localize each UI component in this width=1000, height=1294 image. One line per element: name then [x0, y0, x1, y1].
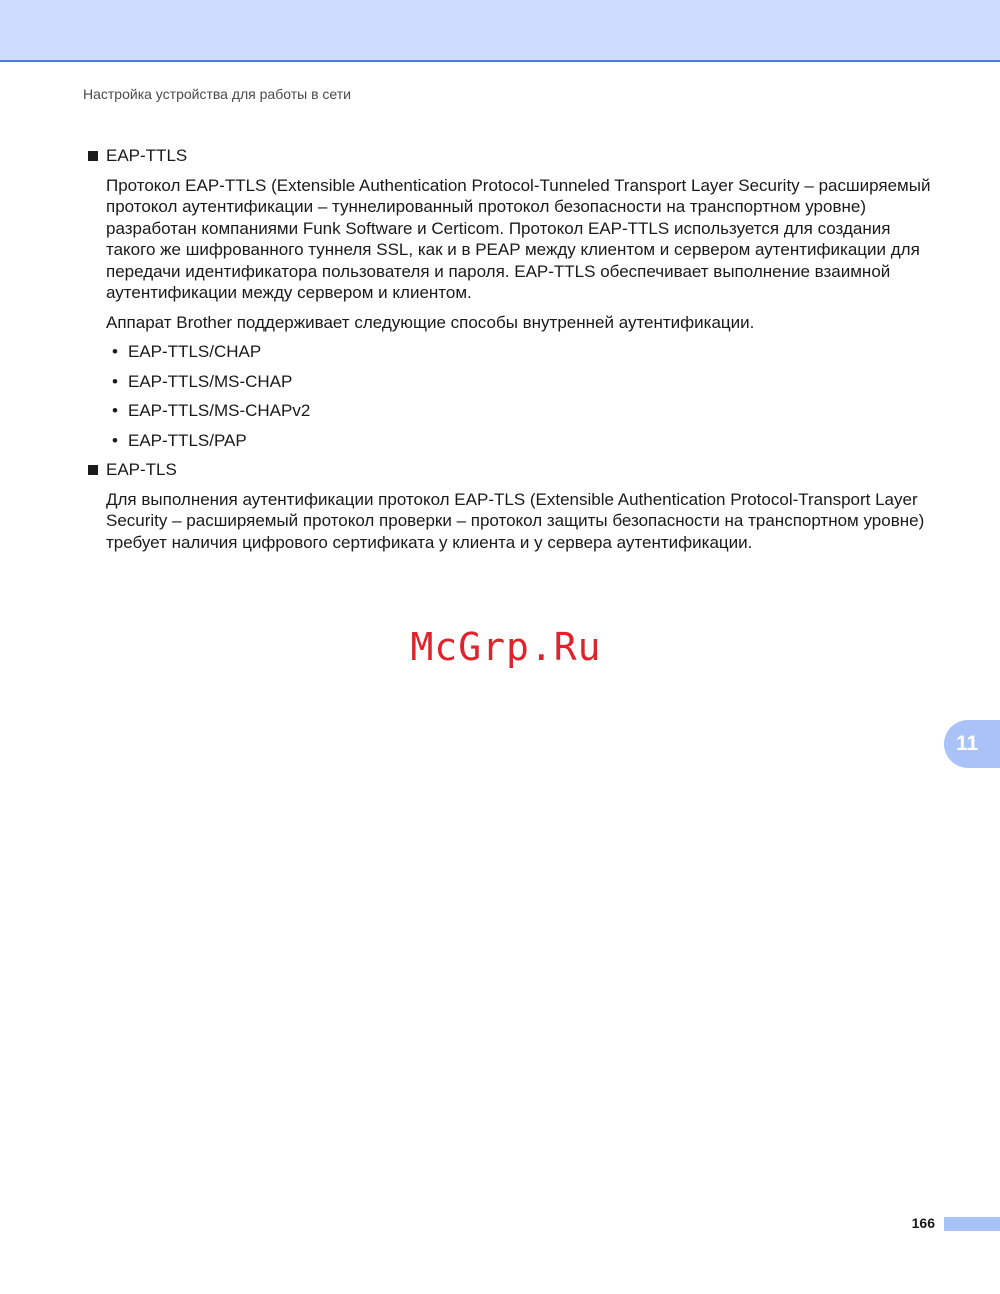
chapter-tab: 11 [944, 720, 1000, 768]
header-band [0, 0, 1000, 62]
paragraph: Для выполнения аутентификации протокол EAP-TLS (Extensible Authentication Protocol-Transport Layer Security – расширяемый протокол проверки – протокол защиты безопасности на транспортном уровне) требует наличия цифрового сертификата у клиента и у сервера аутентификации. [106, 489, 925, 552]
list-item [112, 400, 938, 422]
section-heading-eap-ttls [88, 145, 938, 167]
square-bullet-icon [88, 465, 98, 475]
footer-bar [944, 1217, 1000, 1231]
list-item [112, 430, 938, 452]
bullet-dot-icon: • [112, 342, 118, 361]
section-heading-eap-tls [88, 459, 938, 481]
list-item-text: EAP-TTLS/MS-CHAP [128, 371, 293, 391]
list-item [112, 341, 938, 363]
list-item-text: EAP-TTLS/MS-CHAPv2 [128, 401, 311, 420]
paragraph: Аппарат Brother поддерживает следующие способы внутренней аутентификации. [106, 312, 755, 332]
watermark: McGrp.Ru [410, 625, 602, 669]
page-number: 166 [911, 1215, 935, 1231]
section-heading-text: EAP-TTLS [106, 146, 188, 165]
running-header: Настройка устройства для работы в сети [83, 86, 351, 102]
paragraph: Протокол EAP-TTLS (Extensible Authentication Protocol-Tunneled Transport Layer Security – расширяемый протокол аутентификации – туннелированный протокол безопасности на транспортном уровне) разработан компаниями Funk Software и Certicom. Протокол EAP-TTLS используется для создания такого же шифрованного туннеля SSL, как и в PEAP между клиентом и сервером аутентификации для передачи идентификатора пользователя и пароля. EAP-TTLS обеспечивает выполнение взаимной аутентификации между сервером и клиентом. [106, 175, 931, 302]
inner-auth-list [112, 341, 938, 451]
list-item-text: EAP-TTLS/CHAP [128, 342, 262, 361]
list-item [112, 371, 938, 393]
bullet-dot-icon: • [112, 430, 118, 450]
list-item-text: EAP-TTLS/PAP [128, 430, 247, 450]
bullet-dot-icon: • [112, 371, 118, 391]
square-bullet-icon [88, 151, 98, 161]
document-body [88, 145, 938, 561]
section-heading-text: EAP-TLS [106, 460, 177, 479]
bullet-dot-icon: • [112, 401, 118, 420]
